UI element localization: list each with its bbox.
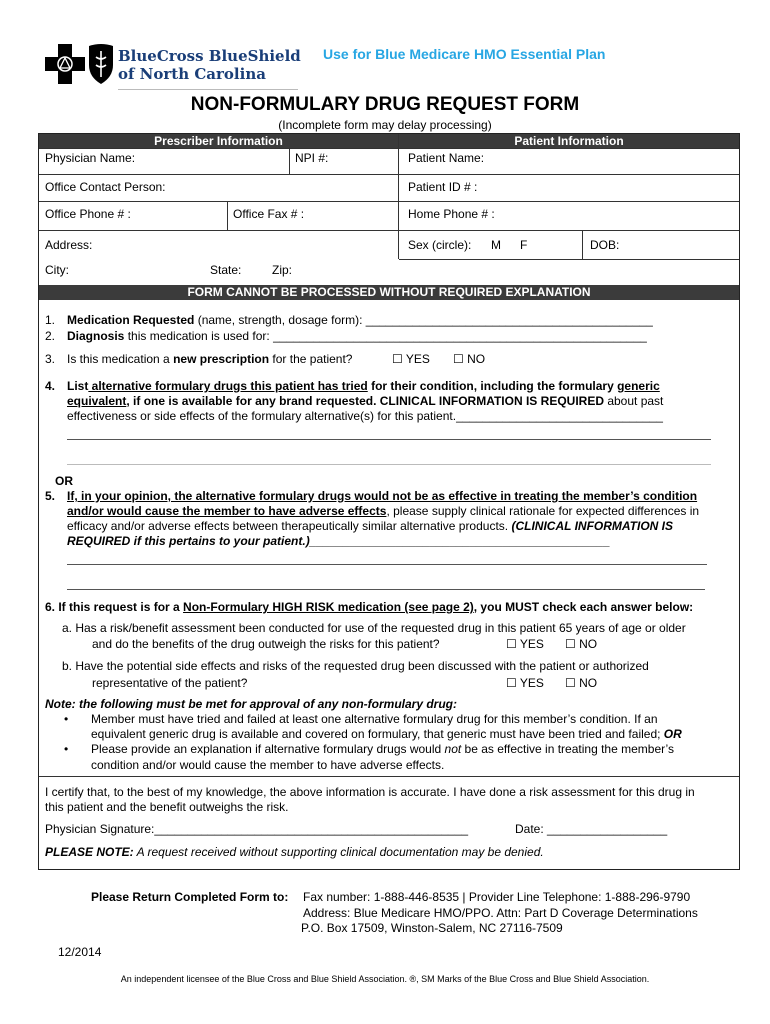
blue-shield-logo-icon bbox=[88, 43, 114, 85]
q6-heading: 6. If this request is for a Non-Formulary HIGH RISK medication (see page 2), you MUST check each answer below: bbox=[45, 600, 694, 614]
office-fax-field[interactable]: Office Fax # : bbox=[233, 207, 305, 221]
grid-line bbox=[39, 174, 739, 175]
office-phone-field[interactable]: Office Phone # : bbox=[45, 207, 131, 221]
grid-line bbox=[582, 230, 583, 259]
note-heading: Note: the following must be met for approval of any non-formulary drug: bbox=[45, 697, 458, 711]
q5-line1: If, in your opinion, the alternative formulary drugs would not be as effective in treating the member’s condition bbox=[67, 489, 698, 503]
q1-number: 1. bbox=[45, 313, 56, 327]
please-note: PLEASE NOTE: A request received without supporting clinical documentation may be denied. bbox=[45, 845, 544, 859]
form-title: NON-FORMULARY DRUG REQUEST FORM bbox=[190, 94, 580, 115]
q4-number: 4. bbox=[45, 379, 56, 393]
q6a-line1: a. Has a risk/benefit assessment been conducted for use of the requested drug in this patient 65 years of age or older bbox=[62, 621, 686, 635]
zip-field[interactable]: Zip: bbox=[272, 263, 293, 277]
brand-name: BlueCross BlueShield of North Carolina bbox=[118, 47, 301, 83]
q4-line3[interactable]: effectiveness or side effects of the formulary alternative(s) for this patient._______________________________ bbox=[67, 409, 663, 423]
brand-divider bbox=[118, 89, 298, 90]
sex-option-m[interactable]: M bbox=[491, 238, 501, 252]
npi-field[interactable]: NPI #: bbox=[295, 151, 329, 165]
physician-signature-field[interactable]: Physician Signature:_______________________________________________ bbox=[45, 822, 469, 836]
q6a-line2: and do the benefits of the drug outweigh the risks for this patient? bbox=[92, 637, 440, 651]
office-contact-field[interactable]: Office Contact Person: bbox=[45, 180, 166, 194]
q2-number: 2. bbox=[45, 329, 56, 343]
grid-line bbox=[398, 134, 399, 259]
grid-line bbox=[227, 201, 228, 230]
q1-medication-requested[interactable]: Medication Requested (name, strength, dosage form): ___________________________________________ bbox=[67, 313, 653, 327]
grid-line bbox=[39, 230, 739, 231]
q3-yes-checkbox[interactable]: ☐ YES bbox=[392, 352, 430, 366]
q5-answer-line[interactable] bbox=[67, 588, 705, 590]
q6b-line1: b. Have the potential side effects and risks of the requested drug been discussed with the patient or authorized bbox=[62, 659, 649, 673]
q4-line2: equivalent, if one is available for any brand requested. CLINICAL INFORMATION IS REQUIRED about past bbox=[67, 394, 664, 408]
bullet-icon: • bbox=[64, 742, 69, 756]
q3-new-prescription: Is this medication a new prescription for the patient? bbox=[67, 352, 353, 366]
bullet-icon: • bbox=[64, 712, 69, 726]
certify-line2: this patient and the benefit outweighs the risk. bbox=[45, 800, 289, 814]
patient-header: Patient Information bbox=[399, 134, 739, 148]
sex-label: Sex (circle): bbox=[408, 238, 472, 252]
grid-line bbox=[289, 148, 290, 174]
q6a-no-checkbox[interactable]: ☐ NO bbox=[565, 637, 598, 651]
plan-note: Use for Blue Medicare HMO Essential Plan bbox=[323, 46, 606, 62]
city-field[interactable]: City: bbox=[45, 263, 69, 277]
q5-line4[interactable]: REQUIRED if this pertains to your patient.)_____________________________________________ bbox=[67, 534, 611, 548]
q6a-yes-checkbox[interactable]: ☐ YES bbox=[506, 637, 544, 651]
q3-number: 3. bbox=[45, 352, 56, 366]
form-subtitle: (Incomplete form may delay processing) bbox=[278, 118, 492, 132]
return-label: Please Return Completed Form to: bbox=[91, 890, 289, 904]
sex-option-f[interactable]: F bbox=[520, 238, 528, 252]
note-bullet1-line2: equivalent generic drug is available and covered on formulary, that generic must have been tried and failed; OR bbox=[91, 727, 682, 741]
physician-name-field[interactable]: Physician Name: bbox=[45, 151, 136, 165]
q6b-line2: representative of the patient? bbox=[92, 676, 248, 690]
patient-name-field[interactable]: Patient Name: bbox=[408, 151, 485, 165]
note-bullet2-line2: condition and/or would cause the member to have adverse effects. bbox=[91, 758, 445, 772]
q6b-no-checkbox[interactable]: ☐ NO bbox=[565, 676, 598, 690]
note-bullet2-line1: Please provide an explanation if alternative formulary drugs would not be as effective in treating the member’s bbox=[91, 742, 675, 756]
explanation-required-bar: FORM CANNOT BE PROCESSED WITHOUT REQUIRED EXPLANATION bbox=[39, 285, 739, 300]
home-phone-field[interactable]: Home Phone # : bbox=[408, 207, 495, 221]
note-bullet1-line1: Member must have tried and failed at least one alternative formulary drug for this member’s condition. If an bbox=[91, 712, 658, 726]
return-fax-phone: Fax number: 1-888-446-8535 | Provider Line Telephone: 1-888-296-9790 bbox=[303, 890, 691, 904]
return-address: Address: Blue Medicare HMO/PPO. Attn: Part D Coverage Determinations bbox=[303, 906, 698, 920]
certify-divider bbox=[39, 776, 739, 777]
q4-answer-line[interactable] bbox=[67, 463, 711, 465]
footer-legal: An independent licensee of the Blue Cross and Blue Shield Association. ®, SM Marks of the Blue Cross and Blue Shield Association. bbox=[120, 974, 650, 984]
q5-number: 5. bbox=[45, 489, 56, 503]
blue-cross-logo-icon bbox=[45, 44, 85, 84]
address-field[interactable]: Address: bbox=[45, 238, 93, 252]
q5-line3: efficacy and/or adverse effects between therapeutically similar alternative products. (CLINICAL INFORMATION IS bbox=[67, 519, 674, 533]
grid-line bbox=[39, 201, 739, 202]
q3-no-checkbox[interactable]: ☐ NO bbox=[453, 352, 486, 366]
dob-field[interactable]: DOB: bbox=[590, 238, 620, 252]
or-label: OR bbox=[55, 474, 73, 488]
signature-date-field[interactable]: Date: __________________ bbox=[515, 822, 668, 836]
patient-id-field[interactable]: Patient ID # : bbox=[408, 180, 478, 194]
form-date-code: 12/2014 bbox=[58, 945, 102, 959]
return-po-box: P.O. Box 17509, Winston-Salem, NC 27116-7509 bbox=[301, 921, 563, 935]
certify-line1: I certify that, to the best of my knowledge, the above information is accurate. I have done a risk assessment for this drug in bbox=[45, 785, 695, 799]
q4-answer-line[interactable] bbox=[67, 438, 711, 440]
q6b-yes-checkbox[interactable]: ☐ YES bbox=[506, 676, 544, 690]
q2-diagnosis[interactable]: Diagnosis this medication is used for: ________________________________________________________ bbox=[67, 329, 647, 343]
q4-line1: List alternative formulary drugs this patient has tried for their condition, including the formulary generic bbox=[67, 379, 660, 393]
grid-line bbox=[399, 259, 739, 260]
prescriber-header: Prescriber Information bbox=[39, 134, 398, 148]
q5-line2: and/or would cause the member to have adverse effects, please supply clinical rationale for expected differences in bbox=[67, 504, 700, 518]
grid-line bbox=[39, 148, 739, 149]
state-field[interactable]: State: bbox=[210, 263, 242, 277]
q5-answer-line[interactable] bbox=[67, 563, 707, 565]
